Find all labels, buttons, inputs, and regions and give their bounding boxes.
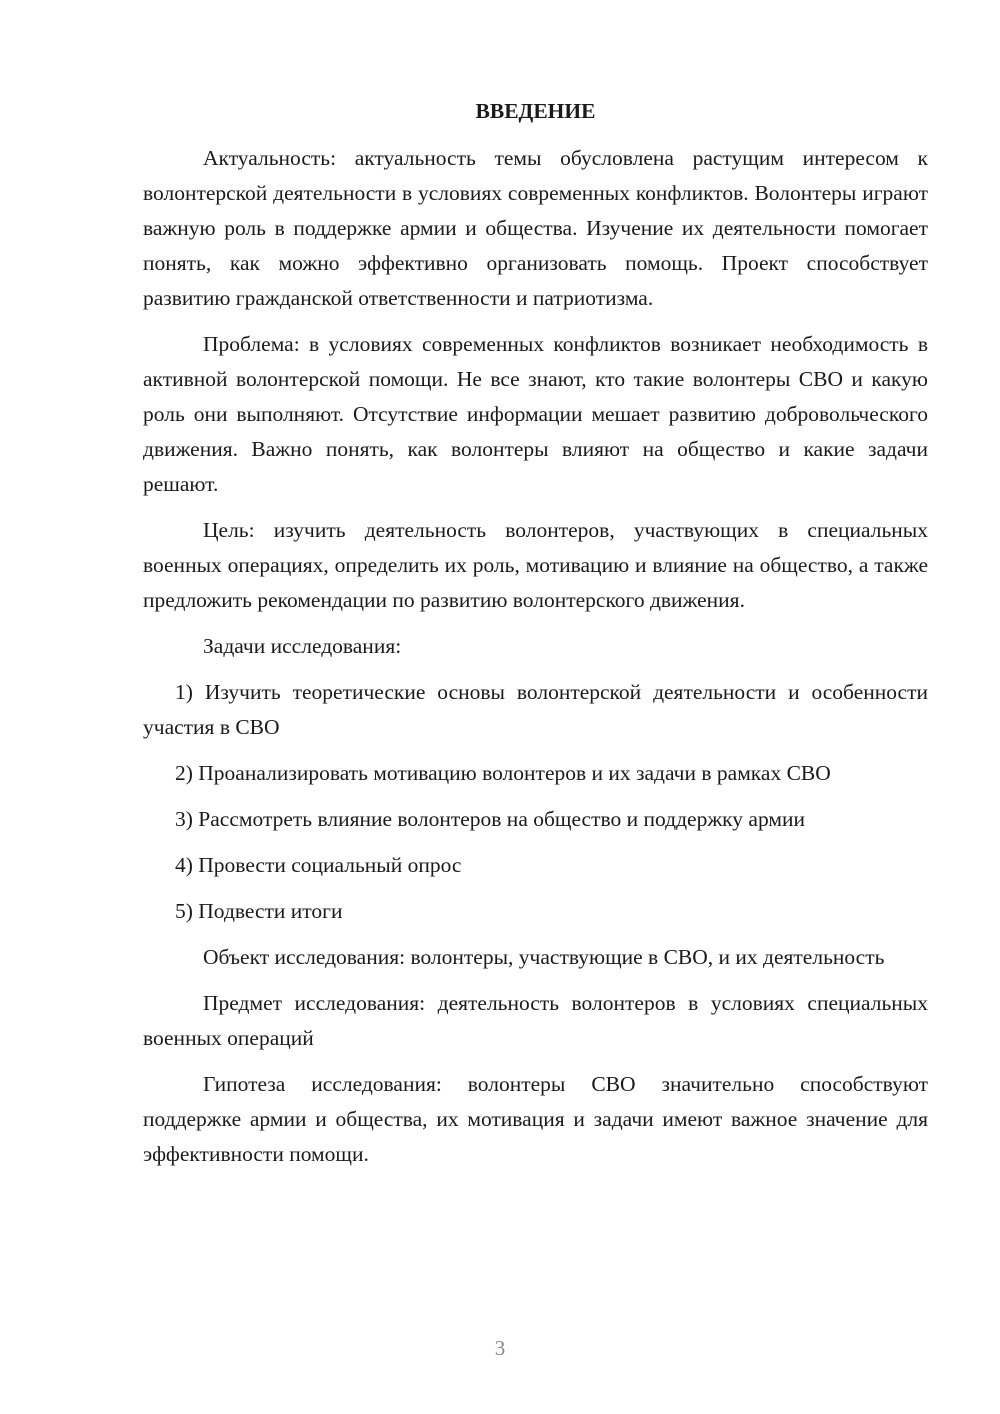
task-item-3: 3) Рассмотреть влияние волонтеров на общество и поддержку армии — [175, 807, 806, 831]
page-number: 3 — [494, 1336, 506, 1360]
paragraph-object: Объект исследования: волонтеры, участвующие в СВО, и их деятельность — [203, 945, 885, 969]
paragraph-goal: Цель: изучить деятельность волонтеров, участвующих в специальных военных операциях, определить их роль, мотивацию и влияние на общество, а также предложить рекомендации по развитию волонтерского движения. — [143, 518, 928, 612]
paragraph-hypothesis: Гипотеза исследования: волонтеры СВО значительно способствуют поддержке армии и общества, их мотивация и задачи имеют важное значение для эффективности помощи. — [143, 1072, 928, 1166]
tasks-heading: Задачи исследования: — [203, 634, 402, 658]
task-item-1: 1) Изучить теоретические основы волонтерской деятельности и особенности участия в СВО — [143, 680, 928, 739]
paragraph-problem: Проблема: в условиях современных конфликтов возникает необходимость в активной волонтерской помощи. Не все знают, кто такие волонтеры СВО и какую роль они выполняют. Отсутствие информации мешает развитию добровольческого движения. Важно понять, как волонтеры влияют на общество и какие задачи решают. — [143, 332, 928, 496]
task-item-5: 5) Подвести итоги — [175, 899, 343, 923]
document-page — [143, 94, 928, 1183]
task-item-2: 2) Проанализировать мотивацию волонтеров и их задачи в рамках СВО — [175, 761, 831, 785]
document-title: ВВЕДЕНИЕ — [475, 99, 596, 123]
paragraph-subject: Предмет исследования: деятельность волонтеров в условиях специальных военных операций — [143, 991, 928, 1050]
task-item-4: 4) Провести социальный опрос — [175, 853, 462, 877]
paragraph-relevance: Актуальность: актуальность темы обусловлена растущим интересом к волонтерской деятельности в условиях современных конфликтов. Волонтеры играют важную роль в поддержке армии и общества. Изучение их деятельности помогает понять, как можно эффективно организовать помощь. Проект способствует развитию гражданской ответственности и патриотизма. — [143, 146, 928, 310]
